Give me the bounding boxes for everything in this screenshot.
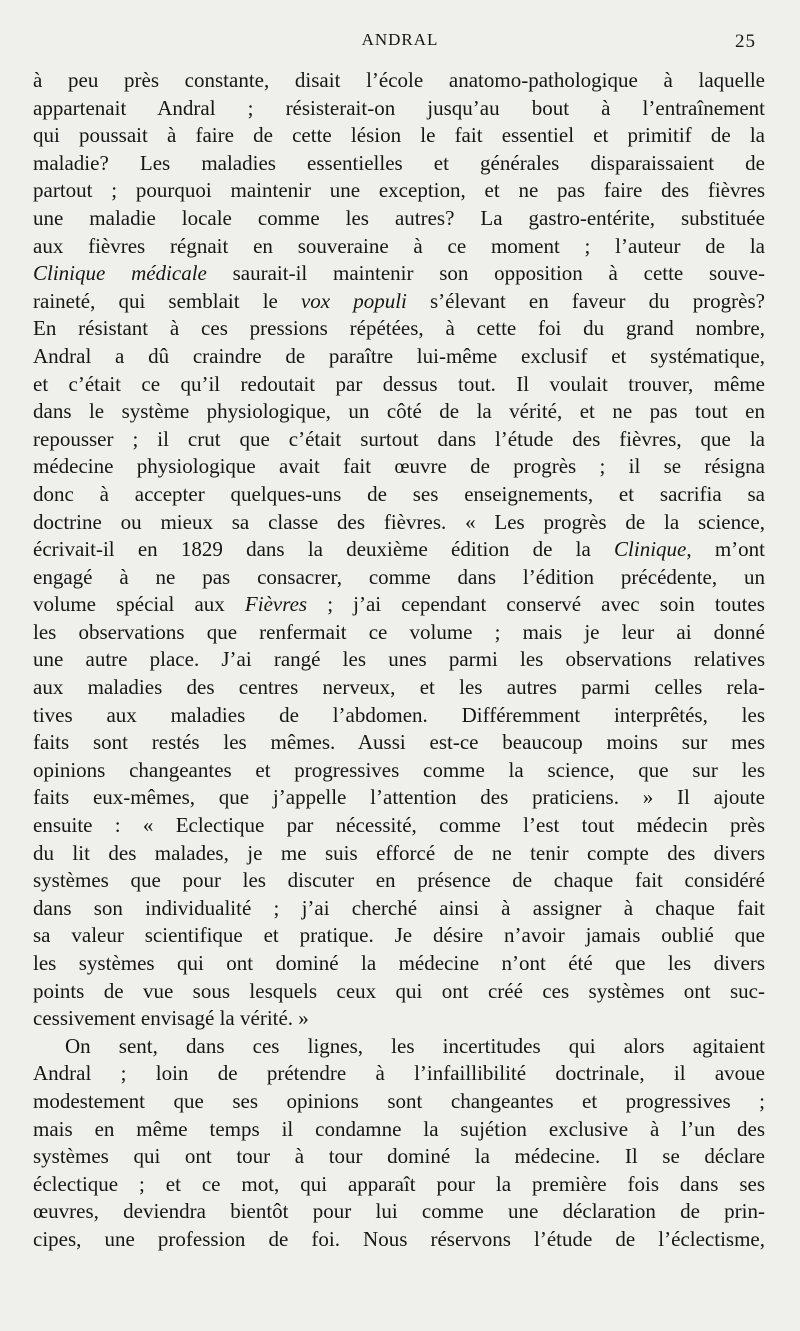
- text-line: éclectique ; et ce mot, qui apparaît pour la première fois dans ses: [33, 1171, 765, 1196]
- text-line: et c’était ce qu’il redoutait par dessus tout. Il voulait trouver, même: [33, 371, 765, 396]
- text-line: médecine physiologique avait fait œuvre de progrès ; il se résigna: [33, 454, 765, 479]
- text-line: une autre place. J’ai rangé les unes parmi les observations relatives: [33, 647, 765, 672]
- text-line: les systèmes qui ont dominé la médecine n’ont été que les divers: [33, 951, 765, 975]
- text-line: systèmes que pour les discuter en présence de chaque fait considéré: [33, 868, 765, 893]
- text-line: Andral ; loin de prétendre à l’infaillibilité doctrinale, il avoue: [33, 1061, 765, 1086]
- text-line: qui poussait à faire de cette lésion le fait essentiel et primitif de la: [33, 123, 765, 148]
- text-line: faits eux-mêmes, que j’appelle l’attention des praticiens. » Il ajoute: [33, 785, 765, 810]
- paragraph: [33, 67, 765, 1033]
- text-line: faits sont restés les mêmes. Aussi est-ce beaucoup moins sur mes: [33, 730, 765, 755]
- text-line: écrivait-il en 1829 dans la deuxième édition de la Clinique, m’ont: [33, 537, 765, 562]
- italic-phrase: vox populi: [300, 288, 407, 313]
- text-line: points de vue sous lesquels ceux qui ont créé ces systèmes ont suc-: [33, 978, 765, 1003]
- text-line: repousser ; il crut que c’était surtout dans l’étude des fièvres, que la: [33, 426, 765, 451]
- body-text: [33, 67, 765, 1254]
- text-line: sa valeur scientifique et pratique. Je désire n’avoir jamais oublié que: [33, 923, 765, 948]
- text-line: Clinique médicale saurait-il maintenir son opposition à cette souve-: [33, 261, 765, 286]
- text-line: systèmes qui ont tour à tour dominé la médecine. Il se déclare: [33, 1144, 765, 1169]
- text-line: dans le système physiologique, un côté de la vérité, et ne pas tout en: [33, 399, 765, 424]
- text-line: doctrine ou mieux sa classe des fièvres. « Les progrès de la science,: [33, 509, 765, 534]
- text-line: opinions changeantes et progressives comme la science, que sur les: [33, 757, 765, 782]
- text-line: En résistant à ces pressions répétées, à cette foi du grand nombre,: [33, 316, 765, 341]
- text-line: volume spécial aux Fièvres ; j’ai cependant conservé avec soin toutes: [33, 592, 765, 617]
- text-line: cessivement envisagé la vérité. »: [33, 1006, 309, 1031]
- text-line: donc à accepter quelques-uns de ses enseignements, et sacrifia sa: [33, 481, 765, 506]
- text-line: partout ; pourquoi maintenir une exception, et ne pas faire des fièvres: [33, 178, 765, 203]
- text-line: modestement que ses opinions sont changeantes et progressives ;: [33, 1088, 765, 1113]
- text-line: ensuite : « Eclectique par nécessité, comme l’est tout médecin près: [33, 813, 765, 838]
- text-line: une maladie locale comme les autres? La gastro-entérite, substituée: [33, 205, 765, 230]
- text-line: tives aux maladies de l’abdomen. Différemment interprêtés, les: [33, 702, 765, 727]
- text-line: aux fièvres régnait en souveraine à ce moment ; l’auteur de la: [33, 233, 765, 258]
- italic-phrase: Clinique médicale: [33, 261, 207, 286]
- text-line: maladie? Les maladies essentielles et générales disparaissaient de: [33, 150, 765, 175]
- running-title: ANDRAL: [361, 30, 439, 49]
- text-line: On sent, dans ces lignes, les incertitudes qui alors agitaient: [65, 1033, 765, 1058]
- text-line: à peu près constante, disait l’école anatomo-pathologique à laquelle: [33, 68, 765, 92]
- text-line: œuvres, deviendra bientôt pour lui comme une déclaration de prin-: [33, 1199, 765, 1224]
- text-line: aux maladies des centres nerveux, et les autres parmi celles rela-: [33, 675, 765, 700]
- text-line: engagé à ne pas consacrer, comme dans l’édition précédente, un: [33, 564, 765, 589]
- text-line: Andral a dû craindre de paraître lui-même exclusif et systématique,: [33, 343, 765, 368]
- text-line: les observations que renfermait ce volume ; mais je leur ai donné: [33, 619, 765, 644]
- text-line: raineté, qui semblait le vox populi s’élevant en faveur du progrès?: [33, 288, 765, 313]
- text-line: cipes, une profession de foi. Nous réservons l’étude de l’éclectisme,: [33, 1226, 765, 1251]
- running-head: [0, 30, 800, 56]
- italic-phrase: Fièvres: [244, 592, 308, 617]
- text-line: mais en même temps il condamne la sujétion exclusive à l’un des: [33, 1116, 765, 1141]
- text-line: dans son individualité ; j’ai cherché ainsi à assigner à chaque fait: [33, 895, 765, 920]
- page-number: 25: [735, 31, 756, 52]
- text-line: du lit des malades, je me suis efforcé de ne tenir compte des divers: [33, 840, 765, 865]
- text-line: appartenait Andral ; résisterait-on jusqu’au bout à l’entraînement: [33, 95, 765, 120]
- italic-phrase: Clinique: [614, 537, 687, 562]
- paragraph: [33, 1033, 765, 1254]
